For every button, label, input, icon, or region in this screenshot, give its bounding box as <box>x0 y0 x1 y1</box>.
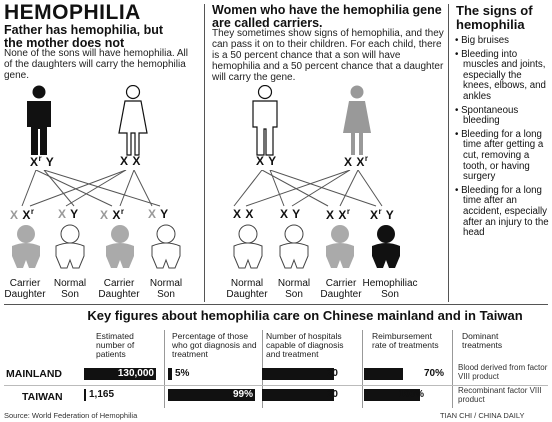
sign-item: • Spontaneous bleeding <box>455 106 550 127</box>
hospitals-value: 20 <box>326 368 338 379</box>
normal-baby-icon <box>276 224 312 270</box>
carrier-baby-icon <box>8 224 44 270</box>
carrier-baby-icon <box>322 224 358 270</box>
left-child-2-genes: X Y <box>58 207 79 221</box>
sign-item: • Bleeding for a long time after an accident, especially after an injury to the head <box>455 186 550 239</box>
middle-heading: Women who have the hemophilia gene are called carriers. <box>212 3 442 30</box>
reimbursement-bar <box>364 368 403 380</box>
reimbursement-value: 100% <box>398 389 424 400</box>
normal-baby-icon <box>52 224 88 270</box>
father-genes-left: $X^r$ Y <box>30 154 55 169</box>
sign-item: • Bleeding into muscles and joints, especially the knees, elbows, and ankles <box>455 50 550 103</box>
middle-child-3-genes: X $X^r$ <box>326 207 351 222</box>
father-figure-icon <box>22 85 56 157</box>
patients-value: 130,000 <box>117 368 154 379</box>
section-divider <box>4 304 548 305</box>
middle-child-2-genes: X Y <box>280 207 301 221</box>
page-title: HEMOPHILIA <box>4 1 141 24</box>
middle-child-1-genes: X X <box>233 207 254 221</box>
father-figure-icon <box>248 85 282 157</box>
percentage-bar <box>168 368 172 380</box>
col-header-percentage: Percentage of those who got diagnosis and treatment <box>172 331 257 359</box>
hemophiliac-baby-icon <box>368 224 404 270</box>
source-note: Source: World Federation of Hemophilia <box>4 411 138 420</box>
mother-genes-left: X X <box>120 154 141 168</box>
left-child-4-label: Normal Son <box>149 278 183 300</box>
middle-inheritance-lines <box>210 170 410 210</box>
sign-item: • Big bruises <box>455 36 550 47</box>
mother-carrier-figure-icon <box>340 85 374 157</box>
figures-heading: Key figures about hemophilia care on Chinese mainland and in Taiwan <box>87 308 523 323</box>
left-child-2-label: Normal Son <box>53 278 87 300</box>
signs-heading: The signs of hemophilia <box>456 3 533 32</box>
middle-child-2-label: Normal Son <box>277 278 311 300</box>
middle-child-4-label: Hemophiliac Son <box>362 278 418 300</box>
left-text: None of the sons will have hemophilia. All of the daughters will carry the hemophilia gene. <box>4 48 188 81</box>
col-sep <box>164 330 165 408</box>
percentage-value: 99% <box>232 389 253 400</box>
col-sep <box>452 330 453 408</box>
sign-item: • Bleeding for a long time after getting a cut, removing a tooth, or having surgery <box>455 130 550 183</box>
patients-value: 1,165 <box>89 389 115 400</box>
mother-genes-middle: X $X^r$ <box>344 154 369 169</box>
left-heading: Father has hemophilia, but the mother does not <box>4 23 164 50</box>
middle-text: They sometimes show signs of hemophilia, and they can pass it on to their children. For each child, there is a 50 percent chance that a son will have hemophilia and a 50 percent chance that a daughter will carry the gene. <box>212 28 444 83</box>
col-sep <box>362 330 363 408</box>
treatment-mainland: Blood derived from factor VIII product <box>458 363 548 381</box>
left-child-4-genes: X Y <box>148 207 169 221</box>
reimbursement-value: 70% <box>424 368 445 379</box>
left-child-1-genes: X $X^r$ <box>10 207 35 222</box>
col-header-reimbursement: Reimbursement rate of treatments <box>372 331 439 350</box>
left-inheritance-lines <box>0 170 200 210</box>
treatment-taiwan: Recombinant factor VIII product <box>458 386 542 404</box>
percentage-value: 5% <box>175 368 190 379</box>
column-divider <box>204 4 205 302</box>
middle-child-1-label: Normal Daughter <box>226 278 268 300</box>
credit-note: TIAN CHI / CHINA DAILY <box>440 411 525 420</box>
column-divider <box>448 4 449 302</box>
col-header-patients: Estimated number of patients <box>96 331 135 359</box>
left-child-3-label: Carrier Daughter <box>98 278 140 300</box>
left-child-1-label: Carrier Daughter <box>4 278 46 300</box>
patients-bar <box>84 389 86 401</box>
mother-figure-icon <box>116 85 150 157</box>
normal-baby-icon <box>230 224 266 270</box>
hospitals-value: 20 <box>326 389 338 400</box>
col-header-treatments: Dominant treatments <box>462 331 503 350</box>
row-label-taiwan: TAIWAN <box>22 391 63 403</box>
carrier-baby-icon <box>102 224 138 270</box>
signs-list <box>455 36 550 242</box>
middle-child-4-genes: $X^r$ Y <box>370 207 395 222</box>
middle-child-3-label: Carrier Daughter <box>320 278 362 300</box>
col-header-hospitals: Number of hospitals capable of diagnosis and treatment <box>266 331 344 359</box>
row-label-mainland: MAINLAND <box>6 368 62 380</box>
father-genes-middle: X Y <box>256 154 277 168</box>
left-child-3-genes: X $X^r$ <box>100 207 125 222</box>
normal-baby-icon <box>148 224 184 270</box>
